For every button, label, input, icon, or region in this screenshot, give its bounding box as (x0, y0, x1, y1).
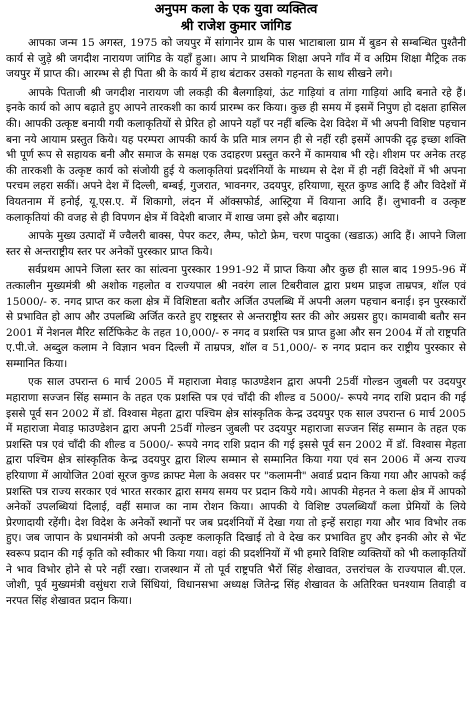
paragraph-craft: आपके पिताजी श्री जगदीश नारायण जी लकड़ी की बैलगाड़ियां, ऊंट गाड़ियां व तांगा गाड़ियां आदि बनाते रहे हैं। इनके कार्य को आप बढ़ाते हुए आपने तारकशी का कार्य प्रारम्भ कर किया। कुछ ही समय में इसमें निपुण हो दक्षता हासिल की। आपकी उत्कृष्ट बनायी गयी कलाकृतियों से प्रेरित हो आपने यहाँ पर नहीं बल्कि देश विदेश में भी अपनी विशिष्ट पहचान बना नये आयाम प्रस्तुत किये। यह परम्परा आपकी कार्य के प्रति मात्र लगन ही से नहीं रही इसमें आपकी दृढ़ इच्छा शक्ति भी पूर्ण रूप से सहायक बनी और समाज के समक्ष एक उदाहरण प्रस्तुत करने में कामयाब भी रहे। शीशम पर अनेक तरह की तारकशी के उत्कृष्ट कार्य को संजोयी हुई ये कलाकृतियां प्रदर्शनियों के माध्यम से देश में ही नहीं विदेशों में भी अपना परचम लहरा सकीं। अपने देश में दिल्ली, बम्बई, गुजरात, भावनगर, उदयपुर, हरियाणा, सूरत कुण्ड आदि हैं और विदेशों में वियतनाम में हनोई, यू.एस.ए. में शिकागो, लंदन में ऑक्सफोर्ड, आस्ट्रिया में वियाना आदि हैं। लुभावनी व उत्कृष्ट कलाकृतियां की वजह से ही विपणन क्षेत्र में विदेशी बाजार में शाख जमा इसे और बढ़ाया। (6, 86, 466, 224)
paragraph-awards: सर्वप्रथम आपने जिला स्तर का सांत्वना पुरस्कार 1991-92 में प्राप्त किया और कुछ ही साल बाद 1995-96 में तत्कालीन मुख्यमंत्री श्री अशोक गहलोत व राज्यपाल श्री नवरंग लाल टिबरीवाल द्वारा प्रथम प्राइज ताम्रपत्र, शॉल एवं 15000/- रु. नगद प्राप्त कर कला क्षेत्र में विशिष्टता बतौर अर्जित उपलब्धि में अपनी अलग पहचान बनाई। इन पुरस्कारों से प्रभावित हो आप और उपलब्धि अर्जित करते हुए राष्ट्रस्तर से अन्तराष्ट्रीय स्तर की ओर अग्रसर हुए। कामवाबी बतौर सन 2001 में नेशनल मैरिट सर्टिफिकेट के तहत 10,000/- रु नगद व प्रशस्ति पत्र प्राप्त हुआ और सन 2004 में तो राष्ट्रपति ए.पी.जे. अब्दुल कलाम ने विज्ञान भवन दिल्ली में ताम्रपत्र, शॉल व 51,000/- रु नगद प्रदान कर राष्ट्रीय पुरस्कार से सम्मानित किया। (6, 264, 466, 370)
paragraph-products: आपके मुख्य उत्पादों में ज्वैलरी बाक्स, पेपर कटर, लैम्प, फोटो फ्रेम, चरण पादुका (खडाऊ) आदि हैं। आपने जिला स्तर से अन्तराष्ट्रीय स्तर पर अनेकों पुरस्कार प्राप्त किये। (6, 230, 466, 258)
paragraph-birth: आपका जन्म 15 अगस्त, 1975 को जयपुर में सांगानेर ग्राम के पास भाटाबाला ग्राम में बुडन से सम्बन्धित पुश्तैनी कार्य से जुड़े श्री जगदीश नारायण जांगिड के यहाँ हुआ। आप ने प्राथमिक शिक्षा अपने गाँव में व अग्रिम शिक्षा मैट्रिक तक जयपुर में प्राप्त की। आरम्भ से ही पिता श्री के कार्य में हाथ बंटाकर उसको गहनता के साथ सीखने लगे। (6, 37, 466, 81)
document-subtitle: श्री राजेश कुमार जांगिड (180, 19, 292, 34)
paragraph-honours: एक साल उपरान्त 6 मार्च 2005 में महाराजा मेवाड़ फाउण्डेशन द्वारा अपनी 25वीं गोल्डन जुबली पर उदयपुर महाराणा सज्जन सिंह सम्मान के तहत एक प्रशस्ति पत्र एवं चाँदी की शील्ड व 5000/- रूपये नगद राशि प्रदान की गई इससे पूर्व सन 2002 में डॉ. विश्वास मेहता द्वारा पश्चिम क्षेत्र सांस्कृतिक केन्द्र उदयपुर एक साल उपरान्त 6 मार्च 2005 में महाराजा मेवाड़ फाउण्डेशन द्वारा अपनी 25वीं गोल्डन जुबली पर उदयपुर महाराजा सज्जन सिंह सम्मान के तहत एक प्रशस्ति पत्र एवं चाँदी की शील्ड व 5000/- रूपये नगद राशि प्रदान की गई इससे पूर्व सन 2002 में डॉ. विश्वास मेहता द्वारा पश्चिम क्षेत्र सांस्कृतिक केन्द्र उदयपुर द्वारा शिल्प सम्मान से सम्मानित किया गया एवं सन 2006 में अन्य राज्य हरियाणा में आयोजित 20वां सूरज कुण्ड क्राफ्ट मेला के अवसर पर "कलामनी" अवार्ड प्रदान किया गया और आपको कई प्रशस्ति पत्र राज्य सरकार एवं भारत सरकार द्वारा समय समय पर प्रदान किये गये। आपकी मेहनत ने कला क्षेत्र में आपको अनेकों उपलब्धियां दिलाई, वहीं समाज का नाम रोशन किया। आपकी ये विशिष्ट उपलब्धियाँ कला प्रेमियों के लिये प्रेरणादायी रहेंगी। देश विदेश के अनेकों स्थानों पर जब प्रदर्शनियों में देखा गया तो इन्हें सराहा गया और भाव विभोर तक हुए। जब जापान के प्रधानमंत्री को अपनी उत्कृष्ट कलाकृति दिखाई तो वे देख कर प्रभावित हुए और इनकी ओर से भेंट स्वरूप प्रदान की गई कृति को स्वीकार भी किया गया। वहां की प्रदर्शनियों में भी हमारे विशिष्ट व्यक्तियों को भी कलाकृतियों ने भाव विभोर होने से परे नहीं रखा। राजस्थान में तो पूर्व राष्ट्रपति भैरों सिंह शेखावत, उत्तरांचल के राज्यपाल बी.एल. जोशी, पूर्व मुख्यमंत्री वसुंधरा राजे सिंधियां, विधानसभा अध्यक्ष जितेन्द्र सिंह शेखावत के अतिरिक्त घनश्याम तिवाड़ी व नरपत सिंह शेखावत प्रदान किया। (6, 376, 466, 607)
document-title: अनुपम कला के एक युवा व्यक्तित्व (154, 2, 318, 17)
